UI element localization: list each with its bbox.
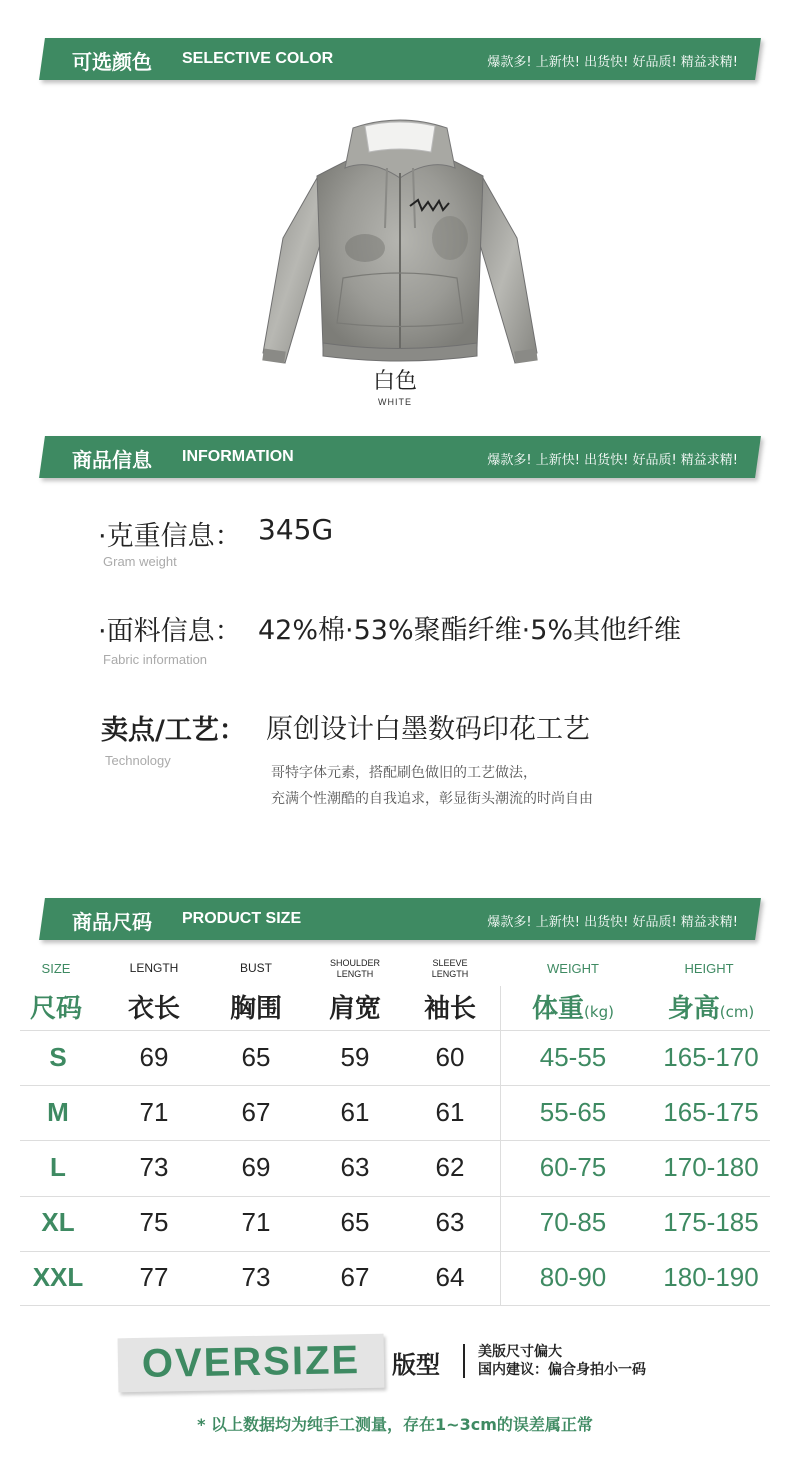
- technology-value: 原创设计白墨数码印花工艺: [266, 714, 590, 745]
- table-cell: 80-90: [539, 1262, 607, 1292]
- header-shoulder-en-2: LENGTH: [336, 969, 374, 979]
- banner-title-en: INFORMATION: [182, 448, 294, 465]
- table-cell: 165-175: [663, 1097, 759, 1127]
- header-sleeve-en-1: SLEEVE: [432, 958, 468, 968]
- table-cell: 60: [435, 1042, 465, 1072]
- table-cell: 45-55: [539, 1042, 607, 1072]
- gram-weight-sub: Gram weight: [103, 554, 177, 569]
- fit-note-1: 美版尺寸偏大: [478, 1344, 562, 1360]
- table-cell: 63: [340, 1152, 370, 1182]
- table-cell: 61: [340, 1097, 370, 1127]
- table-cell: 77: [139, 1262, 169, 1292]
- oversize-badge-text: OVERSIZE: [141, 1338, 361, 1386]
- banner-slogan: 爆款多! 上新快! 出货快! 好品质! 精益求精!: [487, 453, 738, 468]
- measurement-footnote: * 以上数据均为纯手工测量，存在1~3cm的误差属正常: [197, 1415, 593, 1434]
- table-cell: 165-170: [663, 1042, 759, 1072]
- header-size-cn: 尺码: [29, 994, 82, 1024]
- hoodie-illustration: [255, 118, 545, 373]
- banner-title-en: PRODUCT SIZE: [182, 910, 302, 927]
- table-cell: 75: [139, 1207, 169, 1237]
- header-height-unit: (cm): [719, 1003, 755, 1021]
- table-cell: XL: [41, 1207, 75, 1237]
- header-weight-unit: (kg): [584, 1003, 614, 1021]
- header-height-cn-text: 身高: [667, 994, 720, 1024]
- table-cell: 175-185: [663, 1207, 759, 1237]
- table-cell: 69: [139, 1042, 169, 1072]
- banner-title-cn: 商品信息: [72, 448, 152, 472]
- header-shoulder-en-1: SHOULDER: [329, 958, 380, 968]
- table-rule: [20, 1305, 770, 1306]
- table-cell: 73: [139, 1152, 169, 1182]
- header-weight-cn-text: 体重: [532, 994, 585, 1024]
- table-cell: 170-180: [663, 1152, 759, 1182]
- table-rule: [20, 1196, 770, 1197]
- banner-title-cn: 可选颜色: [72, 50, 152, 74]
- header-bust-cn: 胸围: [229, 994, 282, 1024]
- header-shoulder-cn: 肩宽: [328, 994, 381, 1024]
- banner-product-size: [39, 898, 761, 940]
- table-rule: [20, 1140, 770, 1141]
- fabric-sub: Fabric information: [103, 652, 208, 667]
- fit-label: 版型: [392, 1351, 440, 1379]
- table-cell: 69: [241, 1152, 271, 1182]
- table-cell: 65: [241, 1042, 271, 1072]
- table-cell: 71: [139, 1097, 169, 1127]
- table-cell: L: [50, 1152, 66, 1182]
- table-cell: 65: [340, 1207, 370, 1237]
- banner-selective-color: [39, 38, 761, 80]
- banner-slogan: 爆款多! 上新快! 出货快! 好品质! 精益求精!: [487, 915, 738, 930]
- table-cell: 59: [340, 1042, 370, 1072]
- header-weight-en: WEIGHT: [547, 961, 599, 976]
- table-rule: [20, 1251, 770, 1252]
- banner-title-en: SELECTIVE COLOR: [182, 50, 334, 67]
- fabric-value: 42%棉·53%聚酯纤维·5%其他纤维: [258, 615, 682, 646]
- table-cell: 62: [435, 1152, 465, 1182]
- table-cell: 180-190: [663, 1262, 759, 1292]
- table-rule: [20, 1030, 770, 1031]
- header-length-en: LENGTH: [129, 961, 179, 975]
- table-cell: 70-85: [539, 1207, 607, 1237]
- fit-divider: [463, 1344, 465, 1378]
- gram-weight-label: ·克重信息：: [98, 521, 242, 552]
- technology-desc-1: 哥特字体元素，搭配刷色做旧的工艺做法，: [271, 765, 537, 781]
- table-cell: 64: [435, 1262, 465, 1292]
- banner-title-cn: 商品尺码: [72, 910, 152, 934]
- fit-note-2: 国内建议：偏合身拍小一码: [478, 1362, 646, 1378]
- header-sleeve-en: [410, 958, 490, 980]
- table-cell: 60-75: [539, 1152, 607, 1182]
- header-length-cn: 衣长: [127, 994, 180, 1024]
- header-weight-cn: [514, 988, 632, 1025]
- header-sleeve-cn: 袖长: [423, 994, 476, 1024]
- technology-label: 卖点/工艺：: [101, 715, 246, 746]
- table-cell: XXL: [32, 1262, 84, 1292]
- table-cell: 71: [241, 1207, 271, 1237]
- table-cell: 55-65: [539, 1097, 607, 1127]
- color-name-cn: 白色: [372, 369, 417, 394]
- table-cell: 61: [435, 1097, 465, 1127]
- banner-information: [39, 436, 761, 478]
- table-rule: [20, 1085, 770, 1086]
- header-bust-en: BUST: [239, 961, 272, 975]
- header-sleeve-en-2: LENGTH: [431, 969, 469, 979]
- header-height-cn: [652, 988, 770, 1025]
- table-cell: M: [47, 1097, 69, 1127]
- header-size-en: SIZE: [41, 961, 71, 976]
- table-cell: 63: [435, 1207, 465, 1237]
- oversize-badge: [118, 1334, 385, 1393]
- table-divider-vertical: [500, 986, 501, 1306]
- table-cell: S: [49, 1042, 67, 1072]
- table-cell: 73: [241, 1262, 271, 1292]
- product-image: [255, 118, 545, 373]
- fabric-label: ·面料信息：: [98, 616, 242, 647]
- header-height-en: HEIGHT: [684, 961, 734, 976]
- technology-desc-2: 充满个性潮酷的自我追求，彰显街头潮流的时尚自由: [271, 791, 593, 807]
- header-shoulder-en: [315, 958, 395, 980]
- gram-weight-value: 345G: [258, 513, 334, 546]
- table-cell: 67: [241, 1097, 271, 1127]
- technology-sub: Technology: [105, 753, 171, 768]
- banner-slogan: 爆款多! 上新快! 出货快! 好品质! 精益求精!: [487, 55, 738, 70]
- color-name-en: WHITE: [378, 397, 412, 407]
- table-cell: 67: [340, 1262, 370, 1292]
